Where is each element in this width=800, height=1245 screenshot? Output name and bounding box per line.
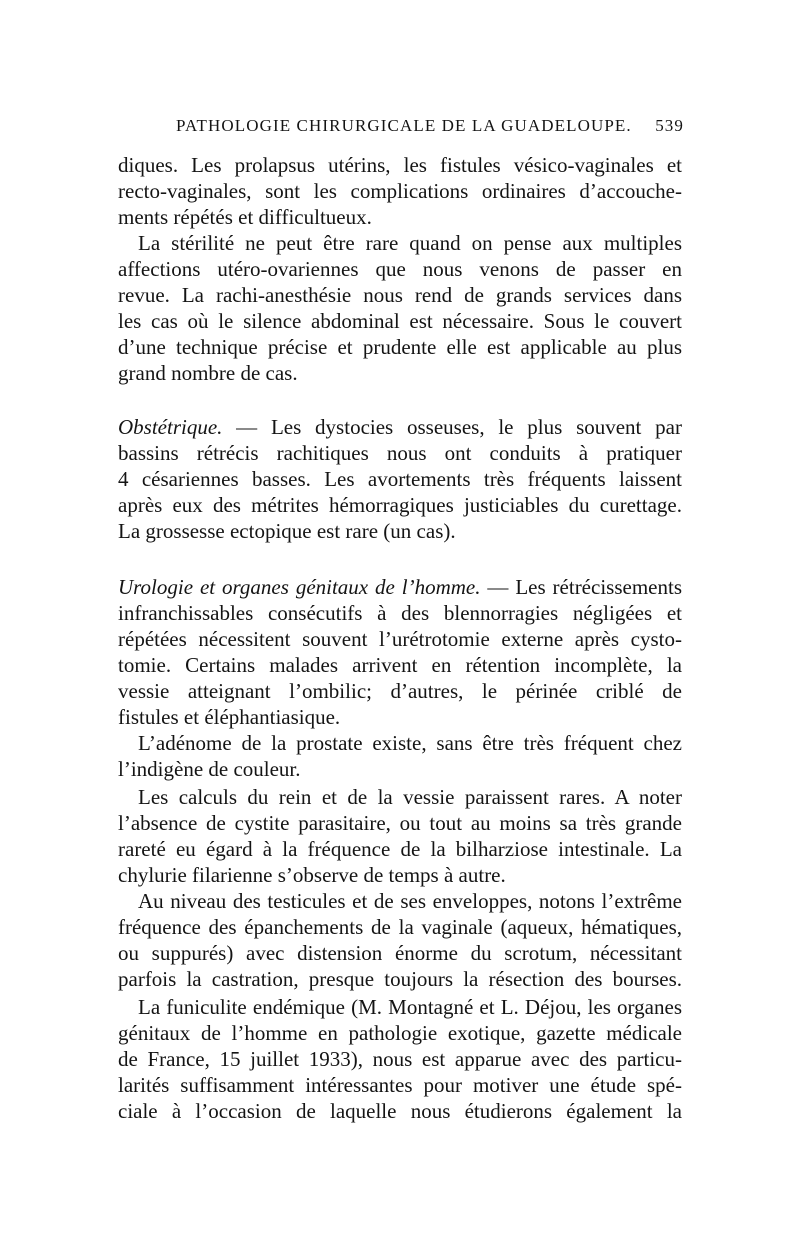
section-heading-urologie: Urologie et organes génitaux de l’homme.	[118, 575, 481, 599]
text-line: fistules et éléphantiasique.	[118, 705, 341, 729]
section-line	[118, 414, 682, 440]
text-line: La stérilité ne peut être rare quand on pense aux multiples	[138, 231, 682, 255]
text-line: La grossesse ectopique est rare (un cas).	[118, 519, 456, 543]
text-line: vessie atteignant l’ombilic; d’autres, le périnée criblé de	[118, 679, 682, 703]
text-line: rareté eu égard à la fréquence de la bilharziose intestinale. La	[118, 837, 682, 861]
section-text: — Les dystocies osseuses, le plus souvent par	[222, 415, 682, 439]
text-line: l’indigène de couleur.	[118, 757, 301, 781]
text-line: les cas où le silence abdominal est nécessaire. Sous le couvert	[118, 309, 682, 333]
text-line: tomie. Certains malades arrivent en rétention incomplète, la	[118, 653, 682, 677]
text-line: de France, 15 juillet 1933), nous est apparue avec des particu-	[118, 1047, 682, 1071]
text-line: larités suffisamment intéressantes pour motiver une étude spé-	[118, 1073, 682, 1097]
section-line	[118, 574, 682, 600]
text-line: l’absence de cystite parasitaire, ou tout au moins sa très grande	[118, 811, 682, 835]
text-line: recto-vaginales, sont les complications ordinaires d’accouche-	[118, 179, 682, 203]
text-line: affections utéro-ovariennes que nous venons de passer en	[118, 257, 682, 281]
text-line: grand nombre de cas.	[118, 361, 298, 385]
text-line: après eux des métrites hémorragiques justiciables du curettage.	[118, 493, 682, 517]
text-line: parfois la castration, presque toujours la résection des bourses.	[118, 967, 682, 991]
text-line: d’une technique précise et prudente elle est applicable au plus	[118, 335, 682, 359]
text-line: revue. La rachi-anesthésie nous rend de grands services dans	[118, 283, 682, 307]
running-header	[176, 116, 684, 142]
text-line: fréquence des épanchements de la vaginale (aqueux, hématiques,	[118, 915, 682, 939]
text-line: chylurie filarienne s’observe de temps à autre.	[118, 863, 506, 887]
text-line: génitaux de l’homme en pathologie exotique, gazette médicale	[118, 1021, 682, 1045]
text-line: L’adénome de la prostate existe, sans être très fréquent chez	[138, 731, 682, 755]
text-line: Au niveau des testicules et de ses enveloppes, notons l’extrême	[138, 889, 682, 913]
text-line: ou suppurés) avec distension énorme du scrotum, nécessitant	[118, 941, 682, 965]
page-number: 539	[655, 116, 684, 135]
running-title: PATHOLOGIE CHIRURGICALE DE LA GUADELOUPE.	[176, 116, 632, 135]
text-line: 4 césariennes basses. Les avortements très fréquents laissent	[118, 467, 682, 491]
text-line: ciale à l’occasion de laquelle nous étudierons également la	[118, 1099, 682, 1123]
text-line: ments répétés et difficultueux.	[118, 205, 372, 229]
section-text: — Les rétrécissements	[480, 575, 682, 599]
section-heading-obstetrique: Obstétrique.	[118, 415, 223, 439]
text-line: infranchissables consécutifs à des blennorragies négligées et	[118, 601, 682, 625]
text-line: diques. Les prolapsus utérins, les fistules vésico-vaginales et	[118, 153, 682, 177]
text-line: bassins rétrécis rachitiques nous ont conduits à pratiquer	[118, 441, 682, 465]
text-line: La funiculite endémique (M. Montagné et L. Déjou, les organes	[138, 995, 682, 1019]
text-line: Les calculs du rein et de la vessie paraissent rares. A noter	[138, 785, 682, 809]
text-line: répétées nécessitent souvent l’urétrotomie externe après cysto-	[118, 627, 682, 651]
